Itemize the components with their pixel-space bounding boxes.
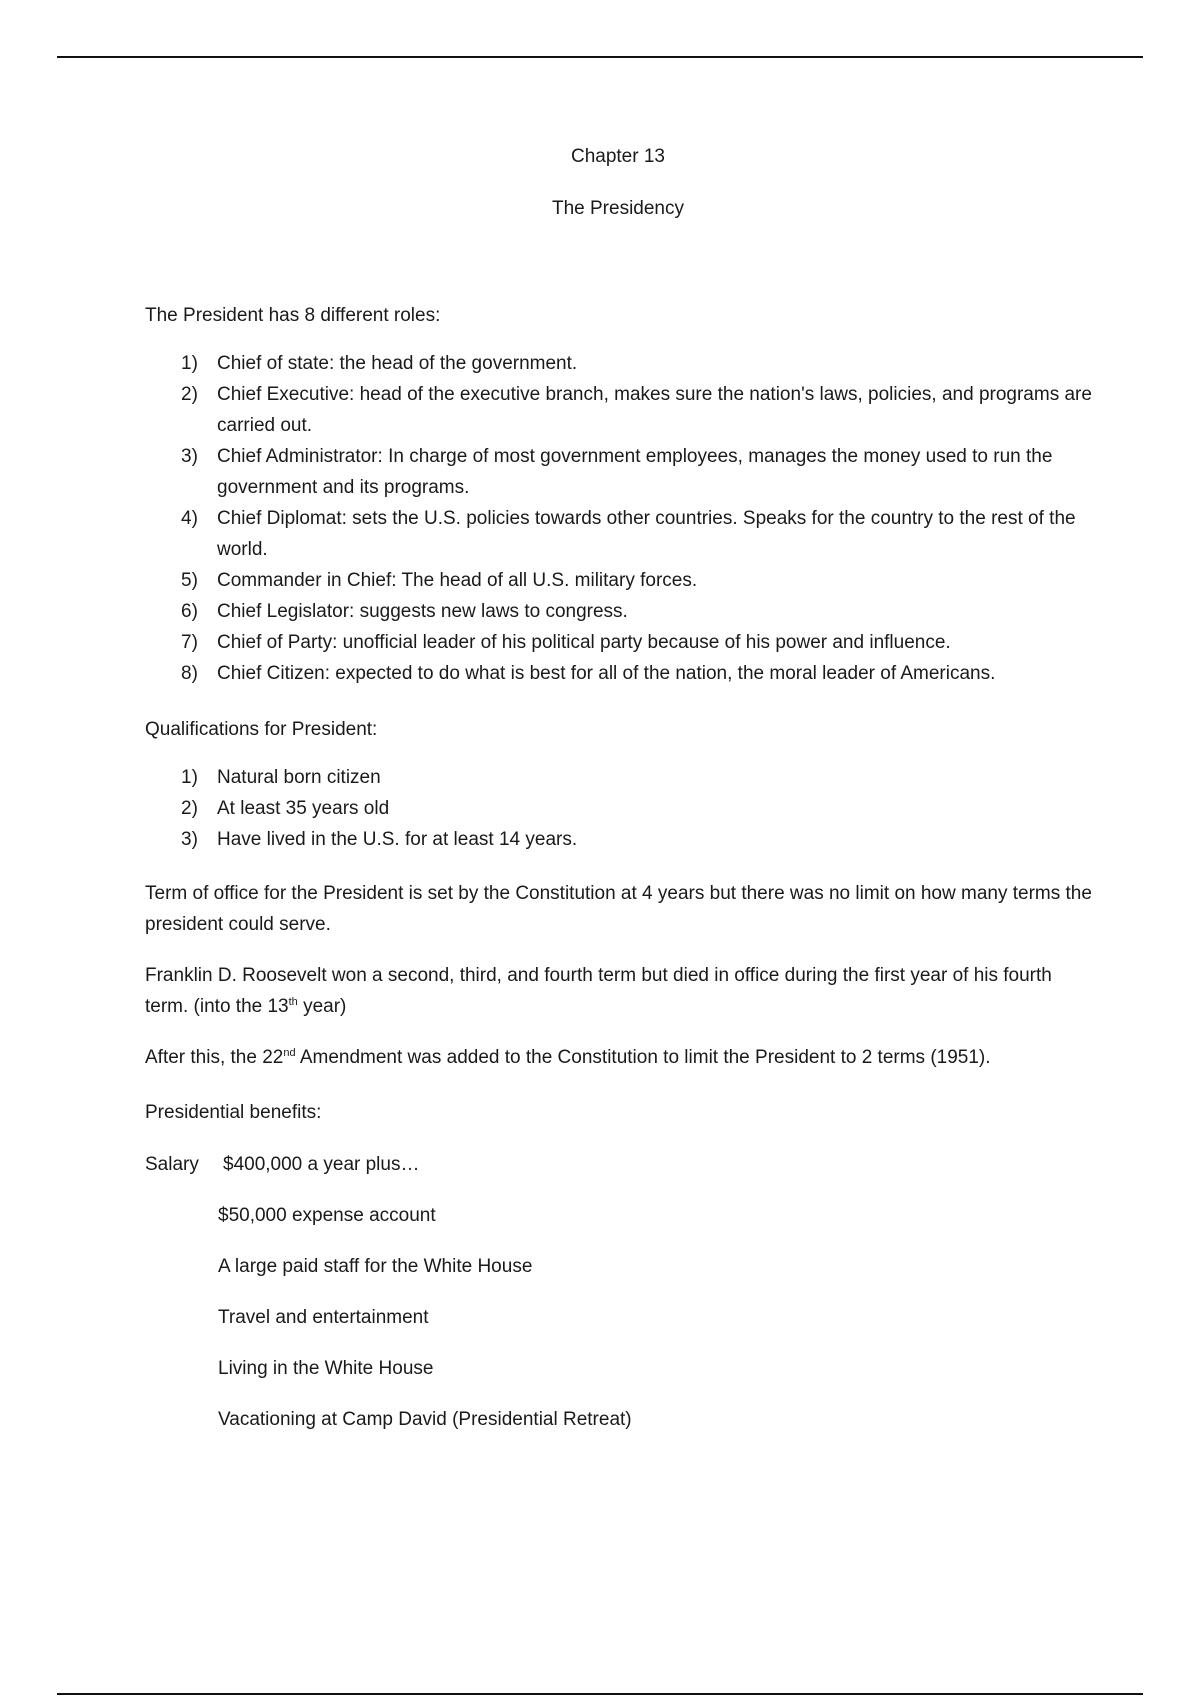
list-item [145, 762, 1095, 793]
list-number: 1) [181, 353, 198, 374]
ordinal-suffix: nd [283, 1047, 296, 1059]
benefit-item: Travel and entertainment [218, 1307, 429, 1328]
salary-label: Salary [145, 1154, 199, 1175]
list-number: 2) [181, 384, 198, 405]
list-item-text: Natural born citizen [217, 767, 381, 788]
list-item-text: Chief Citizen: expected to do what is best for all of the nation, the moral leader of Americans. [217, 663, 996, 684]
list-item [145, 793, 1095, 824]
list-item [145, 379, 1095, 441]
amendment-text: After this, the 22 [145, 1047, 284, 1068]
amendment-paragraph [145, 1042, 1095, 1073]
page-title: The Presidency [551, 198, 684, 219]
list-number: 2) [181, 798, 198, 819]
list-item [145, 503, 1095, 565]
list-item-text: Chief of Party: unofficial leader of his political party because of his power and influence. [217, 632, 951, 653]
roles-list [145, 348, 1095, 689]
list-number: 4) [181, 508, 198, 529]
benefit-item: Living in the White House [218, 1358, 434, 1379]
list-item [145, 596, 1095, 627]
list-item-text: Have lived in the U.S. for at least 14 years. [217, 829, 578, 850]
list-item [145, 627, 1095, 658]
list-item [145, 441, 1095, 503]
qualifications-intro: Qualifications for President: [145, 719, 378, 740]
amendment-text-end: Amendment was added to the Constitution to limit the President to 2 terms (1951). [295, 1047, 991, 1068]
benefits-intro: Presidential benefits: [145, 1102, 322, 1123]
list-item-text: Chief Executive: head of the executive branch, makes sure the nation's laws, policies, and programs are carried out. [217, 384, 1092, 436]
chapter-label: Chapter 13 [570, 146, 665, 167]
list-number: 8) [181, 663, 198, 684]
list-item [145, 348, 1095, 379]
qualifications-list [145, 762, 1095, 855]
list-number: 6) [181, 601, 198, 622]
list-number: 5) [181, 570, 198, 591]
list-item [145, 824, 1095, 855]
list-item-text: Chief of state: the head of the government. [217, 353, 578, 374]
list-item-text: Chief Diplomat: sets the U.S. policies towards other countries. Speaks for the country to the rest of the world. [217, 508, 1076, 560]
benefit-item: A large paid staff for the White House [218, 1256, 533, 1277]
roles-intro: The President has 8 different roles: [145, 305, 441, 326]
list-number: 7) [181, 632, 198, 653]
list-item-text: At least 35 years old [217, 798, 390, 819]
salary-row [145, 1149, 419, 1180]
list-item-text: Chief Legislator: suggests new laws to congress. [217, 601, 628, 622]
benefit-item: $50,000 expense account [218, 1205, 436, 1226]
ordinal-suffix: th [288, 996, 298, 1008]
list-item-text: Commander in Chief: The head of all U.S. military forces. [217, 570, 698, 591]
benefit-item: Vacationing at Camp David (Presidential Retreat) [218, 1409, 632, 1430]
salary-value: $400,000 a year plus… [223, 1154, 420, 1175]
list-number: 3) [181, 829, 198, 850]
list-item [145, 658, 1095, 689]
fdr-text-end: year) [297, 996, 347, 1017]
list-number: 1) [181, 767, 198, 788]
list-number: 3) [181, 446, 198, 467]
fdr-text: Franklin D. Roosevelt won a second, third, and fourth term but died in office during the first year of his fourth term. (into the 13 [145, 965, 1052, 1017]
list-item [145, 565, 1095, 596]
bottom-rule [57, 1693, 1143, 1695]
top-rule [57, 56, 1143, 58]
fdr-paragraph [145, 960, 1095, 1022]
term-paragraph: Term of office for the President is set by the Constitution at 4 years but there was no limit on how many terms the president could serve. [145, 883, 1092, 935]
list-item-text: Chief Administrator: In charge of most government employees, manages the money used to run the government and its programs. [217, 446, 1053, 498]
